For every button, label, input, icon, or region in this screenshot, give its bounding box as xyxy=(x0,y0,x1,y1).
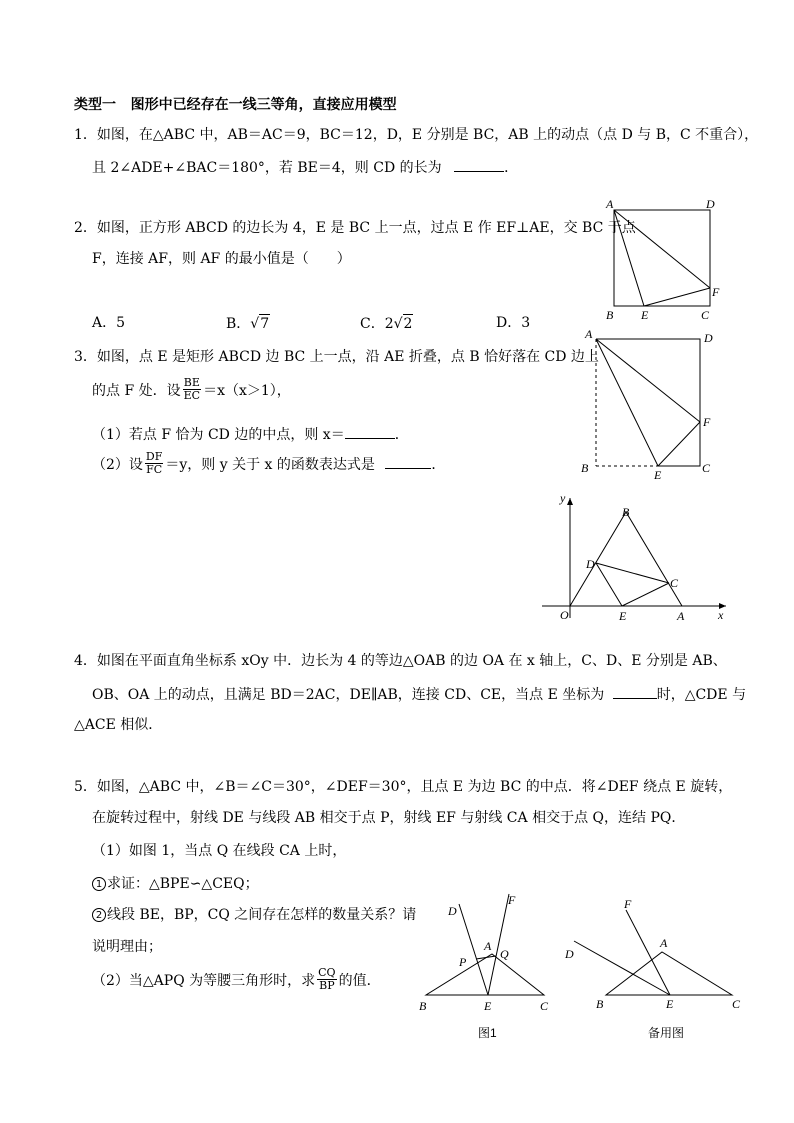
section-heading xyxy=(74,96,397,114)
q1-line1: 1．如图，在△ABC 中，AB＝AC＝9，BC＝12，D，E 分别是 BC，AB 上的动点（点 D 与 B，C 不重合）， xyxy=(74,127,759,143)
q3-part2-blank[interactable] xyxy=(385,454,431,469)
q3-part2-prefix: （2）设 xyxy=(92,457,143,473)
q5-part1: （1）如图 1，当点 Q 在线段 CA 上时， xyxy=(92,843,347,859)
q3-part1-blank[interactable] xyxy=(345,424,395,439)
q2-label-b: B xyxy=(606,308,614,322)
q3-label-d: D xyxy=(704,331,713,345)
q5-fig1-label-b: B xyxy=(419,999,427,1013)
q2-option-b-prefix: B． xyxy=(226,316,251,332)
section-type-label: 类型一 xyxy=(74,97,116,113)
q4-label-x: x xyxy=(718,608,724,622)
q5-sub2-marker: 2 xyxy=(92,908,106,922)
q3-segment-af xyxy=(596,339,700,422)
q3-label-e: E xyxy=(654,468,662,482)
q3-figure xyxy=(576,326,720,482)
q3-label-f: F xyxy=(703,415,711,429)
q5-sub2-line1 xyxy=(92,906,416,924)
q5-sub2-line2: 说明理由； xyxy=(92,939,162,955)
q2-label-f: F xyxy=(712,285,720,299)
q3-line1: 3．如图，点 E 是矩形 ABCD 边 BC 上一点，沿 AE 折叠，点 B 恰好落在 CD 边上 xyxy=(74,349,599,365)
sqrt-symbol: √ 2 xyxy=(393,316,413,332)
q1-line2 xyxy=(92,157,518,177)
q2-line2: F，连接 AF，则 AF 的最小值是（ ） xyxy=(92,251,351,267)
q1-line2-end: ． xyxy=(504,160,519,176)
q2-option-c-radicand: 2 xyxy=(403,316,413,332)
q4-label-y: y xyxy=(560,491,566,505)
q3-part1-end: ． xyxy=(394,427,409,443)
q4-line1: 4．如图在平面直角坐标系 xOy 中．边长为 4 的等边△OAB 的边 OA 在 x 轴上，C、D、E 分别是 AB、 xyxy=(74,653,727,669)
q3-fold-line-ae xyxy=(596,339,658,466)
q5-sub1-marker: 1 xyxy=(92,877,106,891)
q5-fig2-label-c: C xyxy=(732,997,741,1011)
q4-label-o: O xyxy=(560,608,569,622)
q3-part2-suffix: ＝y，则 y 关于 x 的函数表达式是 xyxy=(165,457,375,473)
q2-segment-ae xyxy=(614,210,644,306)
q3-line2 xyxy=(92,375,291,404)
q2-option-a[interactable]: A．5 xyxy=(92,315,126,331)
q4-label-e: E xyxy=(619,609,627,623)
q5-fig1-label-d: D xyxy=(448,904,457,918)
q3-frac2-num: DF xyxy=(145,449,163,463)
q5-fig1-label-e: E xyxy=(484,999,492,1013)
q3-frac1-num: BE xyxy=(183,375,200,389)
q4-y-arrow xyxy=(567,498,573,505)
q5-figure-1 xyxy=(412,884,562,1054)
q4-figure xyxy=(538,490,734,626)
q3-label-a: A xyxy=(585,327,593,341)
q5-line1: 5．如图，△ABC 中，∠B＝∠C＝30°，∠DEF＝30°，且点 E 为边 BC 的中点．将∠DEF 绕点 E 旋转， xyxy=(74,779,733,795)
q4-line3: △ACE 相似． xyxy=(74,717,163,733)
q5-sub1-text: 求证：△BPE∽△CEQ； xyxy=(107,876,259,892)
q2-label-a: A xyxy=(606,197,614,211)
q3-line2-suffix: ＝x（x＞1）， xyxy=(203,383,291,399)
q5-fig2-label-b: B xyxy=(596,997,604,1011)
q5-fig2-triangle-abc xyxy=(606,952,732,995)
q5-frac-den: BP xyxy=(319,978,335,992)
q2-option-b[interactable] xyxy=(226,314,270,333)
q5-fig2-label-f: F xyxy=(624,897,632,911)
q3-label-c: C xyxy=(702,461,711,475)
q5-part2-prefix: （2）当△APQ 为等腰三角形时，求 xyxy=(92,973,316,989)
q3-frac2-den: FC xyxy=(146,462,163,476)
q3-part1 xyxy=(92,424,409,444)
q5-sub1 xyxy=(92,875,259,893)
q2-segment-ef xyxy=(644,288,710,306)
q2-option-c[interactable] xyxy=(360,314,413,333)
q2-option-d[interactable]: D．3 xyxy=(496,315,531,331)
q2-figure xyxy=(600,195,730,325)
q5-fig2-label-d: D xyxy=(565,947,574,961)
q2-option-b-radicand: 7 xyxy=(260,316,270,332)
q5-fig1-caption: 图1 xyxy=(478,1026,497,1040)
q3-fraction-be-ec xyxy=(183,377,201,402)
q1-line2-text: 且 2∠ADE+∠BAC＝180°，若 BE＝4，则 CD 的长为 xyxy=(92,160,442,176)
q5-fig1-label-f: F xyxy=(508,893,516,907)
q5-fig1-segment-pq xyxy=(476,956,496,959)
q4-label-b: B xyxy=(622,505,630,519)
q5-part2 xyxy=(92,965,381,994)
q5-part2-suffix: 的值． xyxy=(338,973,381,989)
q4-label-c: C xyxy=(670,576,679,590)
q4-line2 xyxy=(92,684,746,704)
section-title: 图形中已经存在一线三等角，直接应用模型 xyxy=(130,97,397,113)
q3-label-b: B xyxy=(581,461,589,475)
q2-label-c: C xyxy=(701,308,710,322)
q3-part2 xyxy=(92,449,446,478)
q3-line2-prefix: 的点 F 处．设 xyxy=(92,383,181,399)
q4-line2-suffix: 时，△CDE 与 xyxy=(656,687,747,703)
q3-fraction-df-fc xyxy=(145,451,163,476)
q4-segment-ec xyxy=(622,583,669,606)
q5-fraction-cq-bp xyxy=(317,967,336,992)
q5-line2: 在旋转过程中，射线 DE 与线段 AB 相交于点 P，射线 EF 与射线 CA 相交于点 Q，连结 PQ． xyxy=(92,810,686,826)
q2-label-e: E xyxy=(641,308,649,322)
q5-fig2-label-e: E xyxy=(666,997,674,1011)
q5-figure-2 xyxy=(562,884,748,1054)
q1-answer-blank[interactable] xyxy=(454,157,504,172)
q4-line2-prefix: OB、OA 上的动点，且满足 BD＝2AC，DE∥AB，连接 CD、CE，当点 E 坐标为 xyxy=(92,687,605,703)
q2-option-c-prefix: C．2 xyxy=(360,316,394,332)
q4-answer-blank[interactable] xyxy=(613,684,657,699)
q5-fig2-caption: 备用图 xyxy=(648,1026,685,1040)
q3-rect-solid-sides xyxy=(596,339,700,466)
q5-frac-num: CQ xyxy=(318,965,336,979)
q2-label-d: D xyxy=(706,197,715,211)
q3-part1-text: （1）若点 F 恰为 CD 边的中点，则 x＝ xyxy=(92,427,345,443)
q4-label-a: A xyxy=(677,609,685,623)
q5-fig1-triangle-abc xyxy=(426,954,544,995)
q4-label-d: D xyxy=(586,557,595,571)
q3-segment-ef xyxy=(658,422,700,466)
q5-fig1-label-c: C xyxy=(540,999,549,1013)
q3-part2-end: ． xyxy=(431,457,446,473)
q5-fig1-label-a: A xyxy=(484,939,492,953)
q2-line1: 2．如图，正方形 ABCD 的边长为 4，E 是 BC 上一点，过点 E 作 EF⊥AE，交 BC 于点 xyxy=(74,220,636,236)
q5-sub2-text: 线段 BE，BP，CQ 之间存在怎样的数量关系？请 xyxy=(107,907,417,923)
q3-frac1-den: EC xyxy=(183,388,201,402)
sqrt-symbol: √ 7 xyxy=(250,316,270,332)
q5-fig2-label-a: A xyxy=(660,936,668,950)
q5-fig1-label-q: Q xyxy=(500,947,509,961)
q2-segment-af xyxy=(614,210,710,288)
q5-fig1-label-p: P xyxy=(459,955,467,969)
